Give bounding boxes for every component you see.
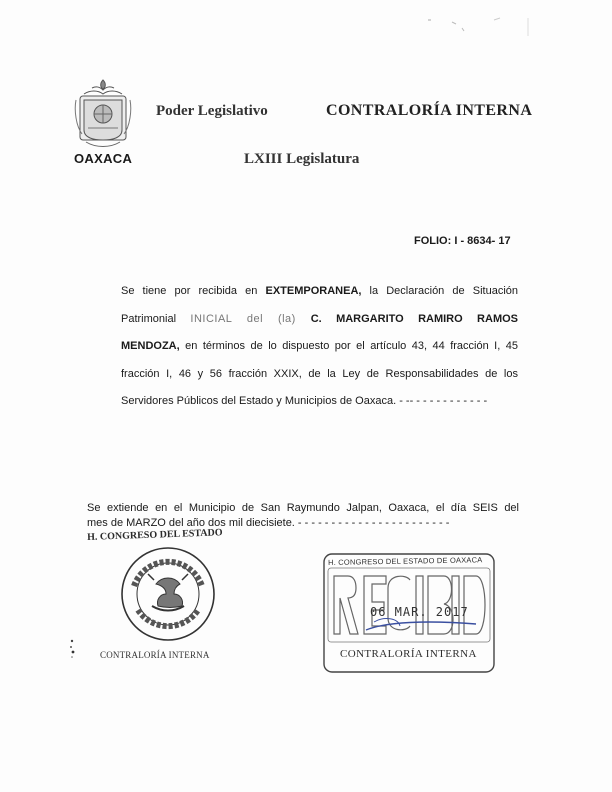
body-line: Servidores Públicos del Estado y Municipios de Oaxaca. - -- - - - - - - - - - - - <box>121 395 488 407</box>
branch-name: Poder Legislativo <box>156 103 268 119</box>
body-line: fracción I, 46 y 56 fracción XXIX, de la Ley de Responsabilidades de los <box>121 368 518 380</box>
poder-legislativo-seal-icon <box>118 544 218 644</box>
stamp-header-text: H. CONGRESO DEL ESTADO DE OAXACA <box>328 555 483 567</box>
closing-line: mes de MARZO del año dos mil diecisiete. - - - - - - - - - - - - - - - - - - - - - - - <box>87 517 450 529</box>
state-name: OAXACA <box>74 151 133 166</box>
body-line: Patrimonial INICIAL del (la) C. MARGARITO RAMIRO RAMOS <box>121 313 518 325</box>
ink-speck-icon <box>68 638 76 660</box>
signature-office-label: CONTRALORÍA INTERNA <box>100 650 210 660</box>
scan-marks-icon <box>424 14 534 38</box>
body-line: Se tiene por recibida en EXTEMPORANEA, la Declaración de Situación <box>121 285 518 297</box>
stamp-date: 06 MAR. 2017 <box>370 605 469 619</box>
stamp-office-text: CONTRALORÍA INTERNA <box>340 648 477 660</box>
oaxaca-coat-of-arms-icon <box>72 78 134 150</box>
congress-label: H. CONGRESO DEL ESTADO <box>87 527 223 543</box>
folio-number: FOLIO: I - 8634- 17 <box>414 235 511 247</box>
legislature-name: LXIII Legislatura <box>244 151 360 167</box>
office-name: CONTRALORÍA INTERNA <box>326 102 533 119</box>
closing-line: Se extiende en el Municipio de San Raymundo Jalpan, Oaxaca, el día SEIS del <box>87 502 519 514</box>
body-line: MENDOZA, en términos de lo dispuesto por el artículo 43, 44 fracción I, 45 <box>121 340 518 352</box>
